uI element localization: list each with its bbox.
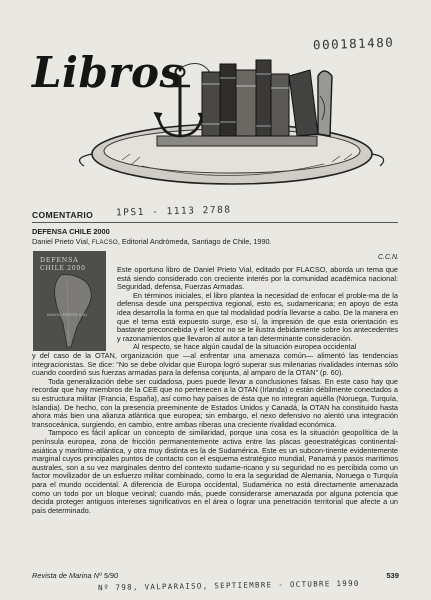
section-label: COMENTARIO <box>32 210 94 220</box>
review-paragraph: En términos iniciales, el libro plantea la necesidad de enfocar el proble-ma de la defensa desde una perspectiva regional, esto es, sudamericana; en apoyo de esta idea desarrolla la forma en que tal modalidad podría llevarse a cabo. De la manera en que el tema está expuesto surge, eso sí, la impresión de que esta orientación es bastante preconcebida y el lector no se le ilustra debidamente sobre los antecedentes y razonamientos que llevaron al autor a tan determinante consideración. <box>117 290 398 343</box>
cover-title-line2: CHILE 2000 <box>40 265 86 272</box>
page-number: 539 <box>386 571 399 580</box>
section-divider <box>32 222 398 223</box>
review-paragraph: Al respecto, se hace algún caudal de la situación europea occidental <box>133 342 357 352</box>
south-america-map-graphic <box>33 251 106 351</box>
book-publisher-details: , Editorial Andrómeda, Santiago de Chile, 1990. <box>117 237 272 246</box>
review-paragraph: y del caso de la OTAN, organización que —al enfrentar una amenaza común— alimentó las tendencias integracionistas. Se dice: “No se debe olvidar que Europa logró superar sus milenarias rivalidades internas sólo cuando coordinó sus fuerzas armadas para la defensa conjunta, al amparo de la OTAN” (p. 60). <box>32 351 398 378</box>
journal-issue: Revista de Marina Nº 5/90 <box>32 571 119 580</box>
review-paragraph: Toda generalización debe ser cuidadosa, pues puede llevar a conclusiones falsas. En este caso hay que recordar que hay miembros de la CEE que no pertenecen a la OTAN (Irlanda) o están débilmente conectados a su estructura militar (Francia, España), así como hay países de ésta que no integran aquélla (Noruega, Turquía, Islandia). De hecho, con la presencia preeminente de Estados Unidos y Canadá, la OTAN ha constituido hasta ahora más bien una alianza atlántica que europea; sin embargo, el nexo defensivo no alentó una integración transoceánica, surgiendo, en cambio, entre ambas riberas una creciente rivalidad económica. <box>32 376 398 429</box>
book-cover-image <box>33 251 106 351</box>
cover-title-line1: DEFENSA <box>40 257 79 264</box>
book-publisher-abbrev: FLACSO <box>91 239 118 246</box>
review-column-beside-cover <box>117 266 398 352</box>
book-title: DEFENSA CHILE 2000 <box>32 227 110 236</box>
book-author: Daniel Prieto Vial, <box>32 237 92 246</box>
handwritten-catalog-code: 000181480 <box>312 34 395 53</box>
review-paragraph: Tampoco es fácil aplicar un concepto de similaridad, porque una cosa es la situación geopolítica de la península europea, zona de fricción permanentemente activa entre las placas geoestratégicas continental-asiática y marítimo-atlántica, y otra muy distinta es la de Sudamérica. Este es un subcon-tinente evidentemente marginal cuyos principales puntos de contacto con el esquema estratégico mundial, Panamá y pasos marítimos australes, son a su vez marginales dentro del contexto sudame-ricano y su seguridad no es percibida como un factor movilizador de un esfuerzo militar combinado, como lo era la seguridad de Alemania, Noruega o Turquía para el mundo occidental. A diferencia de Europa occidental, Sudamérica no está directamente amenazada como un todo por un bloque vecinal; cuando más, puede considerarse amenazada por alguna potencia que decida proteger antiguos intereses significativos en el área o lograr una penetración territorial que afecte a un país determinado. <box>32 428 398 515</box>
review-paragraph: Este oportuno libro de Daniel Prieto Vial, editado por FLACSO, aborda un tema que está siendo considerado con creciente interés por la comunidad académica nacional: Seguridad, defensa, Fuerzas Armadas. <box>117 265 398 292</box>
books-illustration <box>62 36 392 194</box>
handwritten-issue-note: Nº 798, VALPARAISO, SEPTIEMBRE - OCTUBRE 1990 <box>97 578 360 593</box>
review-signature: C.C.N. <box>378 254 399 261</box>
review-body <box>32 352 398 515</box>
cover-author: DANIEL PRIETO VIAL <box>47 313 88 317</box>
handwritten-reference: 1PS1 - 1113 2788 <box>115 204 232 219</box>
book-metadata <box>32 237 272 246</box>
page-title: Libros <box>32 48 184 97</box>
